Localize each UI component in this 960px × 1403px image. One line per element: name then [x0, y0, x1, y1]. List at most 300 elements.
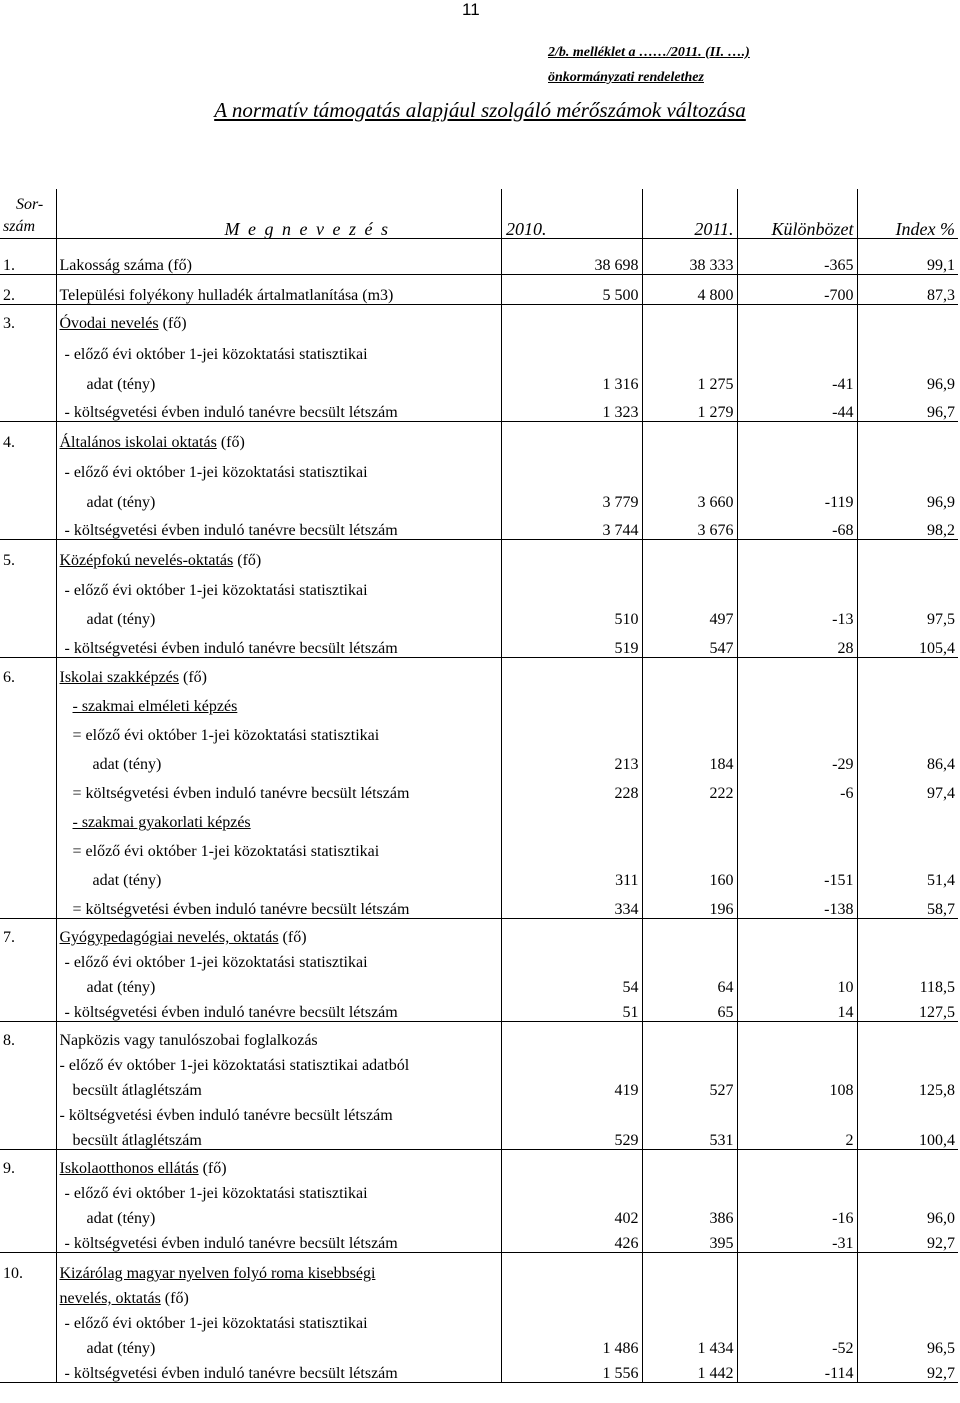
- value-2010: 1 486: [501, 1332, 642, 1357]
- value-2011: [642, 946, 737, 971]
- row-label-text: - szakmai elméleti képzés: [72, 698, 238, 715]
- value-2010: [501, 831, 642, 860]
- page-number: 11: [462, 0, 480, 19]
- table-row: [0, 831, 958, 860]
- table-row: [0, 363, 958, 393]
- value-diff: [737, 831, 857, 860]
- value-2010: 1 556: [501, 1357, 642, 1382]
- value-diff: [737, 918, 857, 946]
- row-number: [0, 1074, 56, 1099]
- value-index: [857, 332, 958, 363]
- value-diff: -13: [737, 599, 857, 628]
- row-number: [0, 451, 56, 481]
- row-label: [56, 238, 501, 274]
- value-2011: [642, 1252, 737, 1282]
- value-index: [857, 657, 958, 686]
- row-label-text: - költségvetési évben induló tanévre becsült létszám: [64, 521, 398, 539]
- table-row: [0, 238, 958, 274]
- value-index: [857, 1282, 958, 1307]
- document-title: A normatív támogatás alapjául szolgáló mérőszámok változása: [214, 98, 746, 122]
- value-index: [857, 1099, 958, 1124]
- value-index: [857, 1177, 958, 1202]
- row-number: [0, 1202, 56, 1227]
- row-label-suffix: (fő): [198, 1160, 227, 1177]
- table-row: [0, 1227, 958, 1252]
- value-2011: [642, 332, 737, 363]
- table-row: [0, 421, 958, 451]
- row-label-text: - előző évi október 1-jei közoktatási statisztikai: [64, 1185, 368, 1202]
- value-2010: [501, 918, 642, 946]
- table-row: [0, 802, 958, 831]
- row-label-text: adat (tény): [86, 979, 156, 996]
- value-index: [857, 831, 958, 860]
- row-number: [0, 481, 56, 511]
- value-diff: [737, 421, 857, 451]
- row-number: [0, 1049, 56, 1074]
- row-label-text: = költségvetési évben induló tanévre becsült létszám: [72, 785, 410, 802]
- row-label-text: Középfokú nevelés-oktatás: [59, 552, 234, 569]
- value-index: 92,7: [927, 1234, 955, 1252]
- row-label: [56, 274, 501, 304]
- value-diff: -700: [737, 274, 857, 304]
- value-index: 99,1: [857, 238, 958, 274]
- table-row: [0, 686, 958, 715]
- value-2010: [501, 1252, 642, 1282]
- row-label-text: Kizárólag magyar nyelven folyó roma kisebbségi: [59, 1265, 376, 1282]
- value-2010: 334: [501, 889, 642, 918]
- table-row: [0, 304, 958, 332]
- row-label: [56, 946, 501, 971]
- row-label-text: - költségvetési évben induló tanévre becsült létszám: [59, 1107, 393, 1124]
- row-number: [0, 1177, 56, 1202]
- table-row: [0, 569, 958, 599]
- row-label-text: - előző évi október 1-jei közoktatási statisztikai: [64, 582, 368, 599]
- value-diff: [737, 1049, 857, 1074]
- value-2010: [501, 421, 642, 451]
- value-2010: 402: [501, 1202, 642, 1227]
- decree-reference: önkormányzati rendelethez: [548, 70, 704, 85]
- value-2011: 3 676: [642, 511, 737, 539]
- row-number: [0, 1227, 56, 1252]
- value-2010: [501, 332, 642, 363]
- value-2010: 529: [501, 1124, 642, 1149]
- row-label-text: - előző évi október 1-jei közoktatási statisztikai: [64, 954, 368, 971]
- row-label: [56, 393, 501, 421]
- value-index: 96,9: [927, 494, 955, 511]
- value-2011: [642, 1307, 737, 1332]
- value-diff: -31: [737, 1227, 857, 1252]
- row-label-suffix: (fő): [233, 552, 262, 569]
- value-2011: [642, 1149, 737, 1177]
- row-label-text: adat (tény): [92, 872, 162, 889]
- row-label-text: adat (tény): [86, 376, 156, 393]
- value-2011: 222: [642, 773, 737, 802]
- value-index: 86,4: [927, 756, 955, 773]
- value-2010: [501, 1282, 642, 1307]
- row-label-text: - költségvetési évben induló tanévre becsült létszám: [64, 403, 398, 421]
- value-2010: [501, 539, 642, 569]
- value-diff: 10: [737, 971, 857, 996]
- row-number: [0, 773, 56, 802]
- row-label: [56, 1074, 501, 1099]
- value-2010: 228: [501, 773, 642, 802]
- row-number: [0, 971, 56, 996]
- row-label-text: nevelés, oktatás: [59, 1290, 161, 1307]
- value-2010: 519: [501, 628, 642, 657]
- value-diff: [737, 1252, 857, 1282]
- header-no-line2: szám: [3, 217, 36, 235]
- row-number: 7.: [0, 918, 56, 946]
- value-2011: 547: [642, 628, 737, 657]
- value-diff: -52: [737, 1332, 857, 1357]
- value-index: [857, 421, 958, 451]
- value-diff: 14: [737, 996, 857, 1021]
- row-number: [0, 569, 56, 599]
- row-number: [0, 363, 56, 393]
- value-2011: 4 800: [642, 274, 737, 304]
- value-2011: 527: [642, 1074, 737, 1099]
- value-index: [857, 569, 958, 599]
- row-number: 6.: [0, 657, 56, 686]
- row-label: [56, 539, 501, 569]
- value-index: 96,9: [927, 376, 955, 393]
- value-2011: 3 660: [642, 481, 737, 511]
- value-2011: [642, 831, 737, 860]
- row-label-suffix: (fő): [216, 434, 245, 451]
- row-number: 5.: [0, 539, 56, 569]
- value-diff: -16: [737, 1202, 857, 1227]
- value-2011: 64: [642, 971, 737, 996]
- row-label: [56, 686, 501, 715]
- value-2010: [501, 657, 642, 686]
- value-diff: -119: [737, 481, 857, 511]
- row-label-text: Iskolai szakképzés: [59, 669, 180, 686]
- value-index: 96,7: [927, 403, 955, 421]
- value-2010: [501, 451, 642, 481]
- table-row: [0, 1177, 958, 1202]
- row-label: [56, 363, 501, 393]
- row-label-text: - előző évi október 1-jei közoktatási statisztikai: [64, 1315, 368, 1332]
- row-label: [56, 860, 501, 889]
- table-row: [0, 451, 958, 481]
- value-2010: [501, 1021, 642, 1049]
- row-number: [0, 1307, 56, 1332]
- row-label-text: Napközis vagy tanulószobai foglalkozás: [59, 1032, 318, 1049]
- value-index: [857, 918, 958, 946]
- value-index: 105,4: [919, 639, 955, 657]
- value-diff: -138: [737, 889, 857, 918]
- table-row: [0, 971, 958, 996]
- value-diff: [737, 1099, 857, 1124]
- row-number: [0, 946, 56, 971]
- value-2011: 38 333: [642, 238, 737, 274]
- row-label: [56, 1307, 501, 1332]
- value-index: [857, 1307, 958, 1332]
- value-diff: [737, 802, 857, 831]
- table-row: [0, 539, 958, 569]
- value-index: [857, 1049, 958, 1074]
- row-label-suffix: (fő): [179, 669, 207, 686]
- value-diff: [737, 657, 857, 686]
- value-2010: 3 744: [501, 511, 642, 539]
- row-number: 3.: [0, 304, 56, 332]
- row-label: [56, 744, 501, 773]
- value-diff: [737, 332, 857, 363]
- value-2011: [642, 569, 737, 599]
- value-2010: 1 316: [501, 363, 642, 393]
- row-label-suffix: (fő): [278, 929, 307, 946]
- row-number: [0, 715, 56, 744]
- value-2010: [501, 569, 642, 599]
- value-2011: 395: [642, 1227, 737, 1252]
- row-label-text: adat (tény): [86, 494, 156, 511]
- value-index: 97,5: [927, 611, 955, 628]
- value-2011: [642, 1282, 737, 1307]
- table-row: [0, 946, 958, 971]
- value-diff: [737, 451, 857, 481]
- value-diff: [737, 539, 857, 569]
- row-label: [56, 1202, 501, 1227]
- row-label-text: - előző év október 1-jei közoktatási statisztikai adatból: [59, 1057, 410, 1074]
- value-2010: [501, 1099, 642, 1124]
- value-index: 96,0: [927, 1210, 955, 1227]
- table-row: [0, 1332, 958, 1357]
- value-diff: 28: [737, 628, 857, 657]
- row-number: [0, 628, 56, 657]
- row-number: [0, 1332, 56, 1357]
- value-diff: -68: [737, 511, 857, 539]
- value-2011: 1 279: [642, 393, 737, 421]
- value-index: [857, 1021, 958, 1049]
- table-row: [0, 773, 958, 802]
- value-2010: 5 500: [501, 274, 642, 304]
- header-no-line1: Sor-: [16, 195, 44, 213]
- value-2011: [642, 657, 737, 686]
- value-index: 97,4: [927, 785, 955, 802]
- value-2011: [642, 1021, 737, 1049]
- value-diff: -114: [737, 1357, 857, 1382]
- value-diff: -6: [737, 773, 857, 802]
- value-index: 92,7: [857, 1357, 958, 1382]
- row-label: [56, 1049, 501, 1074]
- row-label: [56, 1099, 501, 1124]
- row-label: [56, 1332, 501, 1357]
- value-index: [857, 539, 958, 569]
- value-2011: [642, 1049, 737, 1074]
- value-2011: [642, 918, 737, 946]
- value-index: [857, 451, 958, 481]
- table-row: [0, 274, 958, 304]
- row-label-text: Óvodai nevelés: [59, 315, 159, 332]
- value-diff: -41: [737, 363, 857, 393]
- value-2010: 3 779: [501, 481, 642, 511]
- row-label: [56, 451, 501, 481]
- row-label: [56, 599, 501, 628]
- row-label: [56, 332, 501, 363]
- row-number: [0, 599, 56, 628]
- row-label-text: adat (tény): [92, 756, 162, 773]
- row-number: [0, 889, 56, 918]
- row-number: [0, 996, 56, 1021]
- header-diff: Különbözet: [737, 189, 857, 238]
- value-2011: [642, 802, 737, 831]
- row-number: [0, 744, 56, 773]
- value-index: 100,4: [919, 1131, 955, 1149]
- table-row: [0, 996, 958, 1021]
- value-2010: 213: [501, 744, 642, 773]
- row-label: [56, 1282, 501, 1307]
- row-label: [56, 1177, 501, 1202]
- row-label: [56, 802, 501, 831]
- row-label: [56, 481, 501, 511]
- row-number: [0, 1357, 56, 1382]
- row-label: [56, 1124, 501, 1149]
- value-2010: 426: [501, 1227, 642, 1252]
- value-index: [857, 802, 958, 831]
- row-label: [56, 773, 501, 802]
- value-2011: 184: [642, 744, 737, 773]
- table-row: [0, 1124, 958, 1149]
- value-diff: 108: [737, 1074, 857, 1099]
- value-2010: [501, 946, 642, 971]
- value-2011: 386: [642, 1202, 737, 1227]
- value-index: [857, 1149, 958, 1177]
- value-index: 127,5: [919, 1003, 955, 1021]
- value-index: [857, 1252, 958, 1282]
- value-2010: [501, 1177, 642, 1202]
- table-row: [0, 1149, 958, 1177]
- row-number: 2.: [0, 274, 56, 304]
- value-diff: [737, 946, 857, 971]
- value-diff: [737, 1177, 857, 1202]
- header-2011: 2011.: [642, 189, 737, 238]
- value-2010: 54: [501, 971, 642, 996]
- table-row: [0, 1307, 958, 1332]
- annex-reference: 2/b. melléklet a ……/2011. (II. ….): [548, 45, 750, 60]
- table-row: [0, 715, 958, 744]
- row-number: [0, 1124, 56, 1149]
- row-label: [56, 831, 501, 860]
- header-no: [0, 189, 56, 238]
- row-label: [56, 889, 501, 918]
- row-label-text: - előző évi október 1-jei közoktatási statisztikai: [64, 346, 368, 363]
- value-2011: [642, 421, 737, 451]
- row-label-text: = költségvetési évben induló tanévre becsült létszám: [72, 900, 410, 918]
- value-2011: 196: [642, 889, 737, 918]
- row-label: [56, 657, 501, 686]
- table-row: [0, 332, 958, 363]
- value-index: 51,4: [927, 872, 955, 889]
- row-label-text: - szakmai gyakorlati képzés: [72, 814, 251, 831]
- header-2010: [501, 189, 642, 238]
- value-2011: 160: [642, 860, 737, 889]
- row-label-text: Iskolaotthonos ellátás: [59, 1160, 199, 1177]
- row-label-text: becsült átlaglétszám: [72, 1131, 202, 1149]
- row-label: [56, 996, 501, 1021]
- value-index: [857, 304, 958, 332]
- value-2011: [642, 539, 737, 569]
- table-row: [0, 599, 958, 628]
- row-number: [0, 1099, 56, 1124]
- value-2010: 510: [501, 599, 642, 628]
- row-label-text: = előző évi október 1-jei közoktatási statisztikai: [72, 843, 380, 860]
- value-2011: 497: [642, 599, 737, 628]
- row-label: [56, 918, 501, 946]
- row-label: [56, 421, 501, 451]
- value-2010: 419: [501, 1074, 642, 1099]
- value-diff: -29: [737, 744, 857, 773]
- row-label-text: adat (tény): [86, 611, 156, 628]
- value-diff: [737, 1021, 857, 1049]
- row-label-text: - költségvetési évben induló tanévre becsült létszám: [64, 1234, 398, 1252]
- row-label: [56, 1149, 501, 1177]
- header-index: Index %: [895, 218, 955, 239]
- table-row: [0, 1202, 958, 1227]
- row-label-text: Gyógypedagógiai nevelés, oktatás: [59, 929, 279, 946]
- row-label-text: Települési folyékony hulladék ártalmatlanítása (m3): [59, 286, 394, 304]
- row-label-text: Általános iskolai oktatás: [59, 434, 217, 451]
- value-diff: -151: [737, 860, 857, 889]
- row-label-suffix: (fő): [158, 315, 187, 332]
- row-number: [0, 860, 56, 889]
- table-row: [0, 1357, 958, 1382]
- table-row: [0, 1021, 958, 1049]
- row-label-text: - költségvetési évben induló tanévre becsült létszám: [64, 1003, 398, 1021]
- row-label: [56, 1021, 501, 1049]
- row-label: [56, 1357, 501, 1382]
- table-row: [0, 393, 958, 421]
- row-number: 1.: [0, 238, 56, 274]
- value-2010: [501, 686, 642, 715]
- value-2011: 1 275: [642, 363, 737, 393]
- value-diff: [737, 1282, 857, 1307]
- table-row: [0, 744, 958, 773]
- row-number: [0, 831, 56, 860]
- value-2010: 311: [501, 860, 642, 889]
- value-2010: [501, 304, 642, 332]
- value-index: [857, 946, 958, 971]
- value-2011: [642, 686, 737, 715]
- row-number: 10.: [0, 1252, 56, 1282]
- value-diff: [737, 715, 857, 744]
- row-number: [0, 686, 56, 715]
- value-2010: [501, 1149, 642, 1177]
- value-index: 96,5: [927, 1340, 955, 1357]
- table-row: [0, 1252, 958, 1282]
- row-label: [56, 1227, 501, 1252]
- table-row: [0, 628, 958, 657]
- value-2010: 51: [501, 996, 642, 1021]
- table-row: [0, 1099, 958, 1124]
- value-diff: -44: [737, 393, 857, 421]
- value-2010: 38 698: [501, 238, 642, 274]
- value-diff: [737, 569, 857, 599]
- value-2011: 531: [642, 1124, 737, 1149]
- value-2011: 65: [642, 996, 737, 1021]
- value-diff: -365: [737, 238, 857, 274]
- row-number: [0, 511, 56, 539]
- table-row: [0, 1074, 958, 1099]
- row-number: 4.: [0, 421, 56, 451]
- row-number: [0, 332, 56, 363]
- row-label-text: adat (tény): [86, 1340, 156, 1357]
- value-2011: [642, 1177, 737, 1202]
- value-2010: [501, 1049, 642, 1074]
- row-label-text: Lakosság száma (fő): [59, 256, 192, 274]
- value-2011: [642, 715, 737, 744]
- table-header-row: [0, 189, 958, 238]
- row-label-text: - előző évi október 1-jei közoktatási statisztikai: [64, 464, 368, 481]
